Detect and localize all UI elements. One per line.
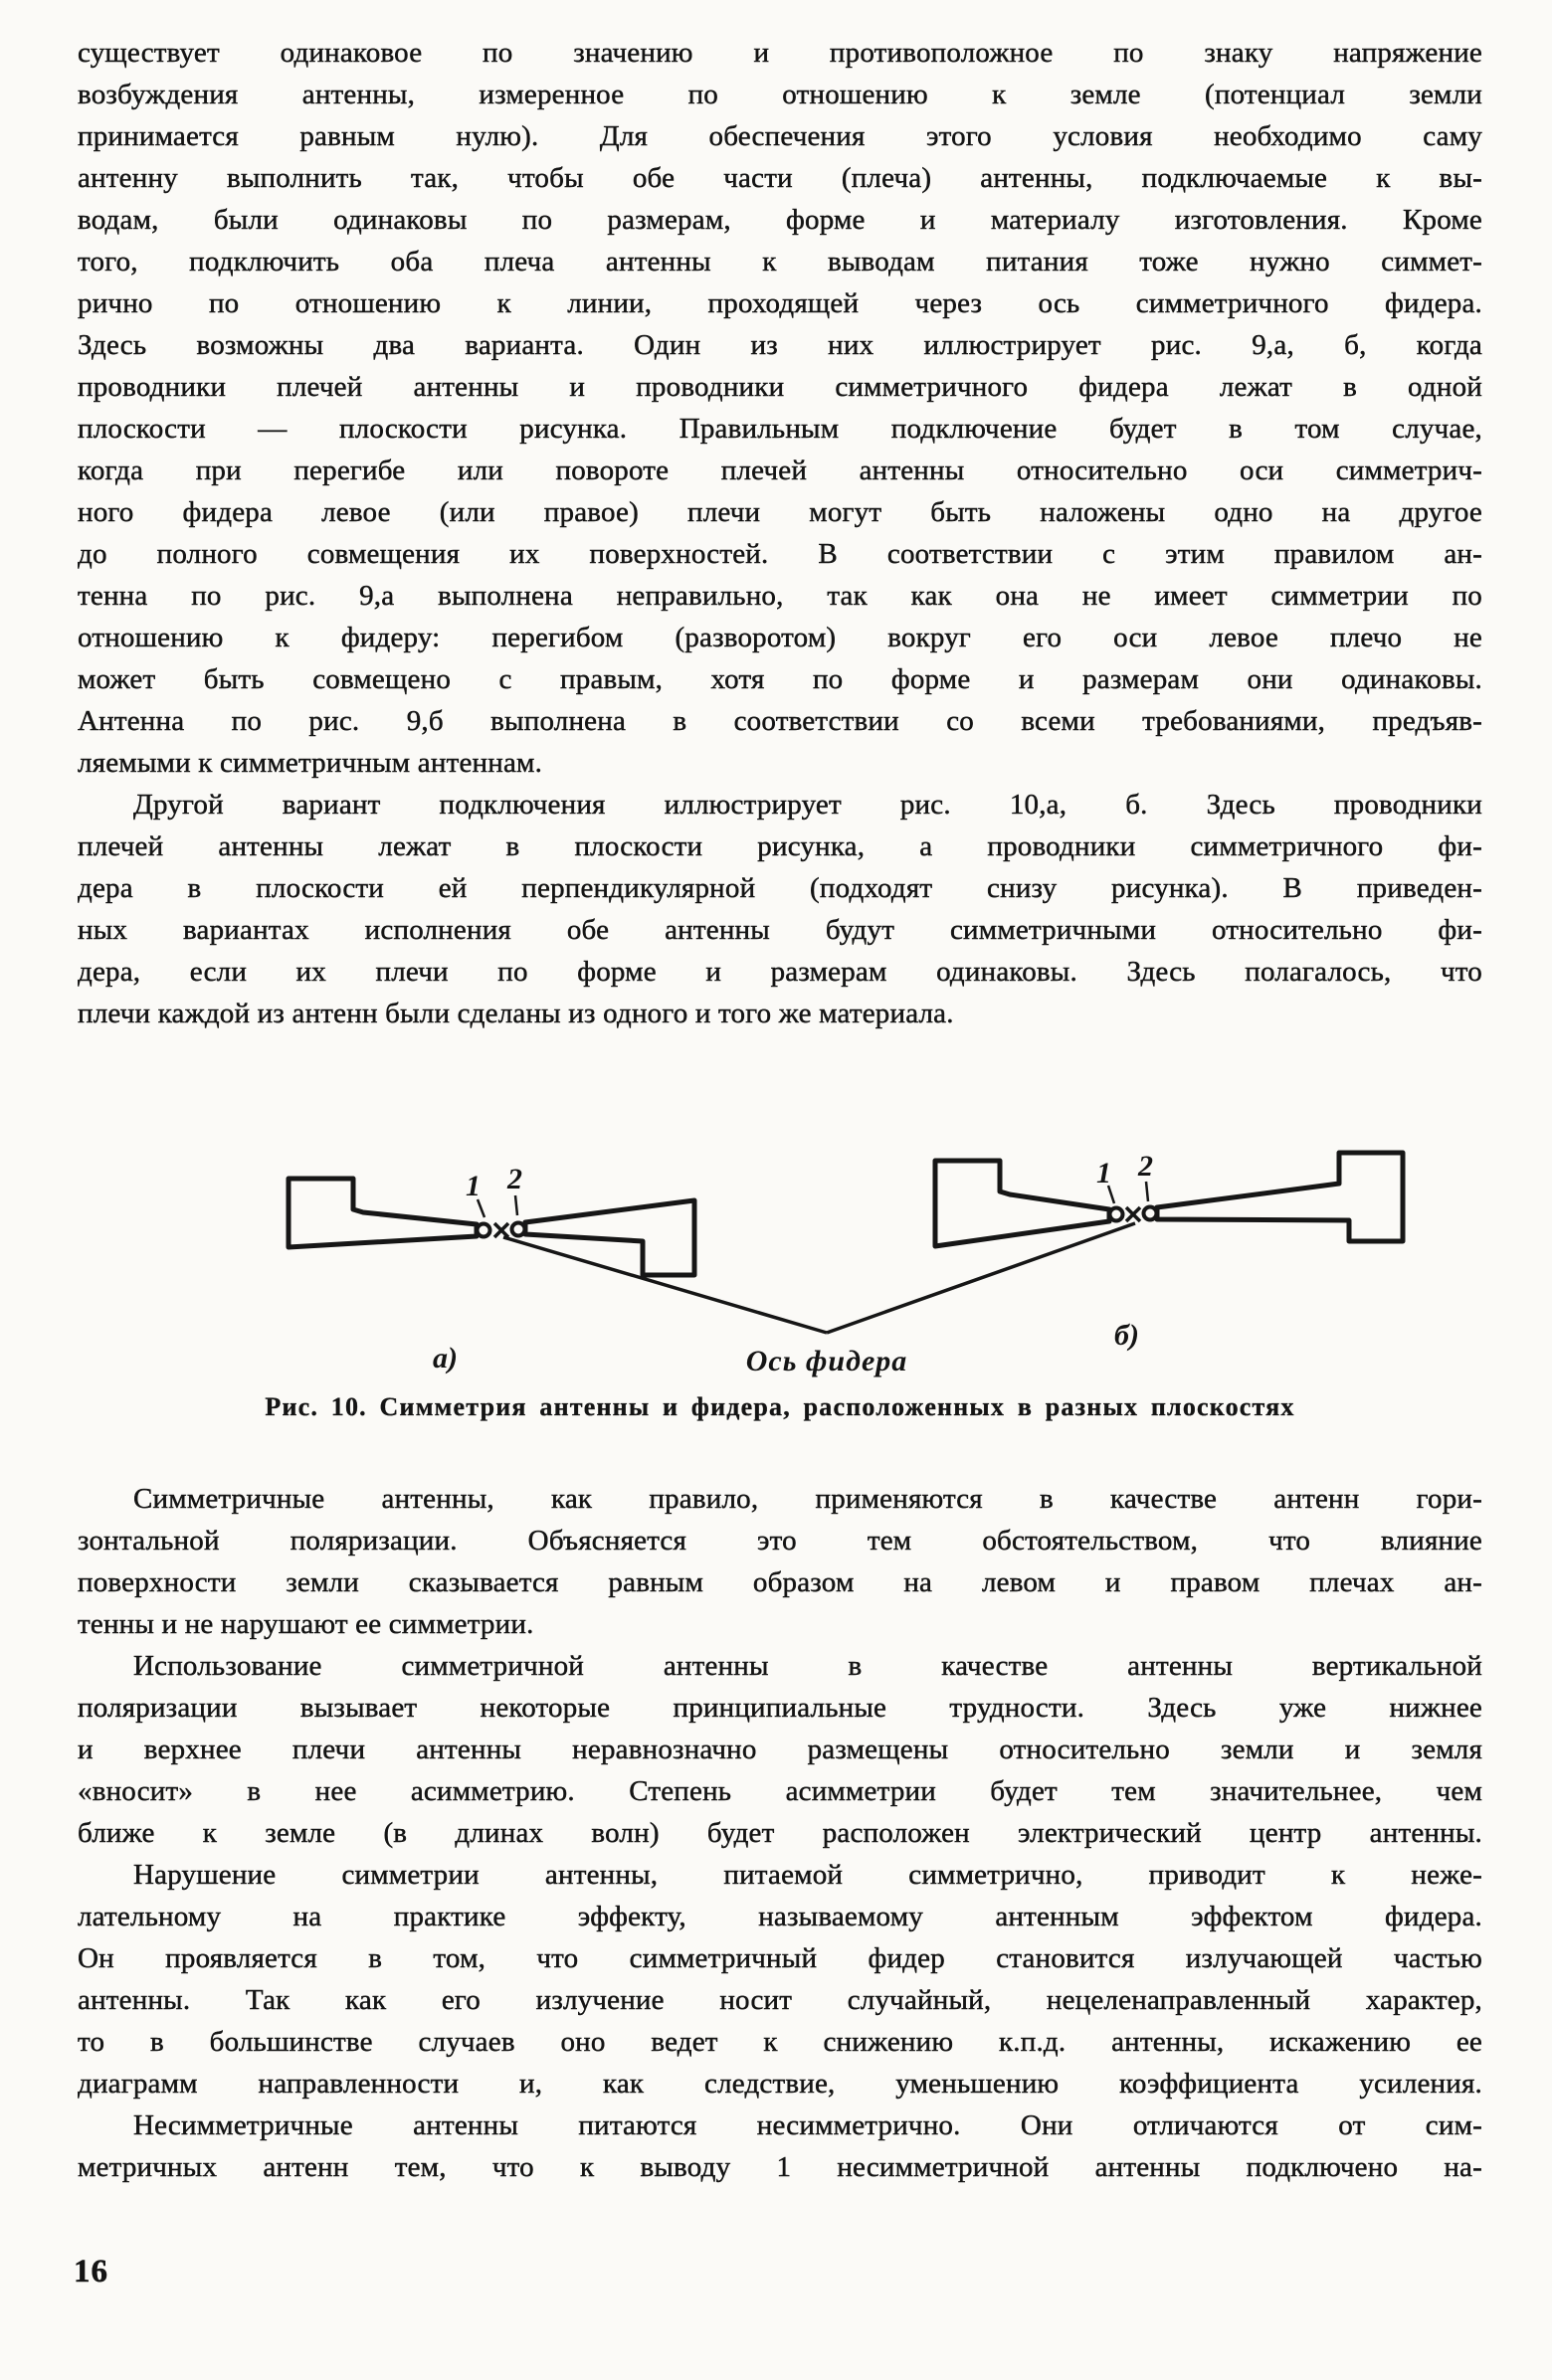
text-line: проводники плечей антенны и проводники симметричного фидера лежат в одной xyxy=(78,371,1482,403)
text-line: возбуждения антенны, измеренное по отношению к земле (потенциал земли xyxy=(78,79,1482,110)
text-line: тенна по рис. 9,а выполнена неправильно, так как она не имеет симметрии по xyxy=(78,580,1482,612)
paragraph xyxy=(78,1854,1482,2105)
diagram-b-sublabel: б) xyxy=(1114,1319,1139,1352)
text-line: ляемыми к симметричным антеннам. xyxy=(78,747,543,779)
figure-10 xyxy=(139,1084,1413,1402)
text-line: ных вариантах исполнения обе антенны будут симметричными относительно фи- xyxy=(78,914,1482,946)
text-line: поляризации вызывает некоторые принципиальные трудности. Здесь уже нижнее xyxy=(78,1692,1482,1724)
diagram-a-terminal-2-circle xyxy=(512,1223,525,1236)
text-block-bottom xyxy=(78,1478,1482,2188)
diagram-b-right-arm-shape xyxy=(1157,1153,1403,1241)
paragraph xyxy=(78,32,1482,784)
antenna-diagram-b xyxy=(935,1150,1403,1352)
diagram-b-terminal-2-label: 2 xyxy=(1138,1150,1153,1183)
diagram-a-left-arm-shape xyxy=(289,1179,477,1247)
text-line: антенну выполнить так, чтобы обе части (плеча) антенны, подключаемые к вы- xyxy=(78,162,1482,194)
text-line: Несимметричные антенны питаются несимметрично. Они отличаются от сим- xyxy=(133,2109,1482,2141)
diagram-a-label2-tick xyxy=(515,1195,517,1215)
page-number: 16 xyxy=(74,2254,108,2289)
text-line: рично по отношению к линии, проходящей через ось симметричного фидера. xyxy=(78,287,1482,319)
text-line: Антенна по рис. 9,б выполнена в соответствии со всеми требованиями, предъяв- xyxy=(78,705,1482,737)
text-line: плечи каждой из антенн были сделаны из одного и того же материала. xyxy=(78,998,954,1029)
text-line: Другой вариант подключения иллюстрирует рис. 10,а, б. Здесь проводники xyxy=(133,789,1482,821)
text-line: тенны и не нарушают ее симметрии. xyxy=(78,1608,534,1640)
feeder-axis-line-a xyxy=(503,1237,827,1333)
diagram-a-terminal-2-label: 2 xyxy=(507,1163,522,1195)
text-line: зонтальной поляризации. Объясняется это тем обстоятельством, что влияние xyxy=(78,1525,1482,1556)
text-line: принимается равным нулю). Для обеспечения этого условия необходимо саму xyxy=(78,120,1482,152)
text-line: до полного совмещения их поверхностей. В соответствии с этим правилом ан- xyxy=(78,538,1482,570)
text-line: отношению к фидеру: перегибом (разворотом) вокруг его оси левое плечо не xyxy=(78,622,1482,653)
diagram-b-terminal-1-circle xyxy=(1110,1208,1123,1221)
diagram-b-terminal-1-label: 1 xyxy=(1096,1157,1111,1190)
diagram-b-left-arm-shape xyxy=(935,1161,1109,1246)
paragraph xyxy=(78,784,1482,1034)
paragraph xyxy=(78,2105,1482,2188)
text-line: диаграмм направленности и, как следствие, уменьшению коэффициента усиления. xyxy=(78,2068,1482,2100)
antenna-diagram-a xyxy=(289,1163,694,1374)
text-line: то в большинстве случаев оно ведет к снижению к.п.д. антенны, искажению ее xyxy=(78,2026,1482,2058)
diagram-a-terminal-1-label: 1 xyxy=(466,1170,481,1202)
text-line: антенны. Так как его излучение носит случайный, нецеленаправленный характер, xyxy=(78,1984,1482,2016)
text-line: «вносит» в нее асимметрию. Степень асимметрии будет тем значительнее, чем xyxy=(78,1775,1482,1807)
text-line: того, подключить оба плеча антенны к выводам питания тоже нужно симмет- xyxy=(78,246,1482,277)
text-line: дера, если их плечи по форме и размерам одинаковы. Здесь полагалось, что xyxy=(78,956,1482,988)
diagram-a-terminal-1-circle xyxy=(478,1224,490,1237)
text-line: плоскости — плоскости рисунка. Правильным подключение будет в том случае, xyxy=(78,413,1482,445)
text-line: Нарушение симметрии антенны, питаемой симметрично, приводит к неже- xyxy=(133,1859,1482,1891)
feeder-axis-label: Ось фидера xyxy=(745,1345,908,1377)
text-line: может быть совмещено с правым, хотя по форме и размерам они одинаковы. xyxy=(78,663,1482,695)
diagram-b-label2-tick xyxy=(1146,1182,1148,1201)
paragraph xyxy=(78,1478,1482,1645)
text-block-top xyxy=(78,32,1482,1034)
text-line: Симметричные антенны, как правило, применяются в качестве антенн гори- xyxy=(133,1483,1482,1515)
text-line: метричных антенн тем, что к выводу 1 несимметричной антенны подключено на- xyxy=(78,2151,1482,2183)
text-line: Использование симметричной антенны в качестве антенны вертикальной xyxy=(133,1650,1482,1682)
paragraph xyxy=(78,1645,1482,1854)
text-line: водам, были одинаковы по размерам, форме и материалу изготовления. Кроме xyxy=(78,204,1482,236)
text-line: ного фидера левое (или правое) плечи могут быть наложены одно на другое xyxy=(78,496,1482,528)
text-line: поверхности земли сказывается равным образом на левом и правом плечах ан- xyxy=(78,1566,1482,1598)
text-line: Он проявляется в том, что симметричный фидер становится излучающей частью xyxy=(78,1942,1482,1974)
text-line: лательному на практике эффекту, называемому антенным эффектом фидера. xyxy=(78,1901,1482,1932)
diagram-b-terminal-2-circle xyxy=(1144,1207,1157,1220)
text-line: и верхнее плечи антенны неравнозначно размещены относительно земли и земля xyxy=(78,1734,1482,1765)
text-line: когда при перегибе или повороте плечей антенны относительно оси симметрич- xyxy=(78,455,1482,486)
text-line: Здесь возможны два варианта. Один из них иллюстрирует рис. 9,а, б, когда xyxy=(78,329,1482,361)
text-line: дера в плоскости ей перпендикулярной (подходят снизу рисунка). В приведен- xyxy=(78,872,1482,904)
figure-caption: Рис. 10. Симметрия антенны и фидера, расположенных в разных плоскостях xyxy=(265,1392,1295,1421)
diagram-a-sublabel: а) xyxy=(433,1342,458,1374)
text-line: существует одинаковое по значению и противоположное по знаку напряжение xyxy=(78,37,1482,69)
text-line: плечей антенны лежат в плоскости рисунка, а проводники симметричного фи- xyxy=(78,830,1482,862)
diagram-a-right-arm-shape xyxy=(525,1200,694,1275)
text-line: ближе к земле (в длинах волн) будет расположен электрический центр антенны. xyxy=(78,1817,1482,1849)
